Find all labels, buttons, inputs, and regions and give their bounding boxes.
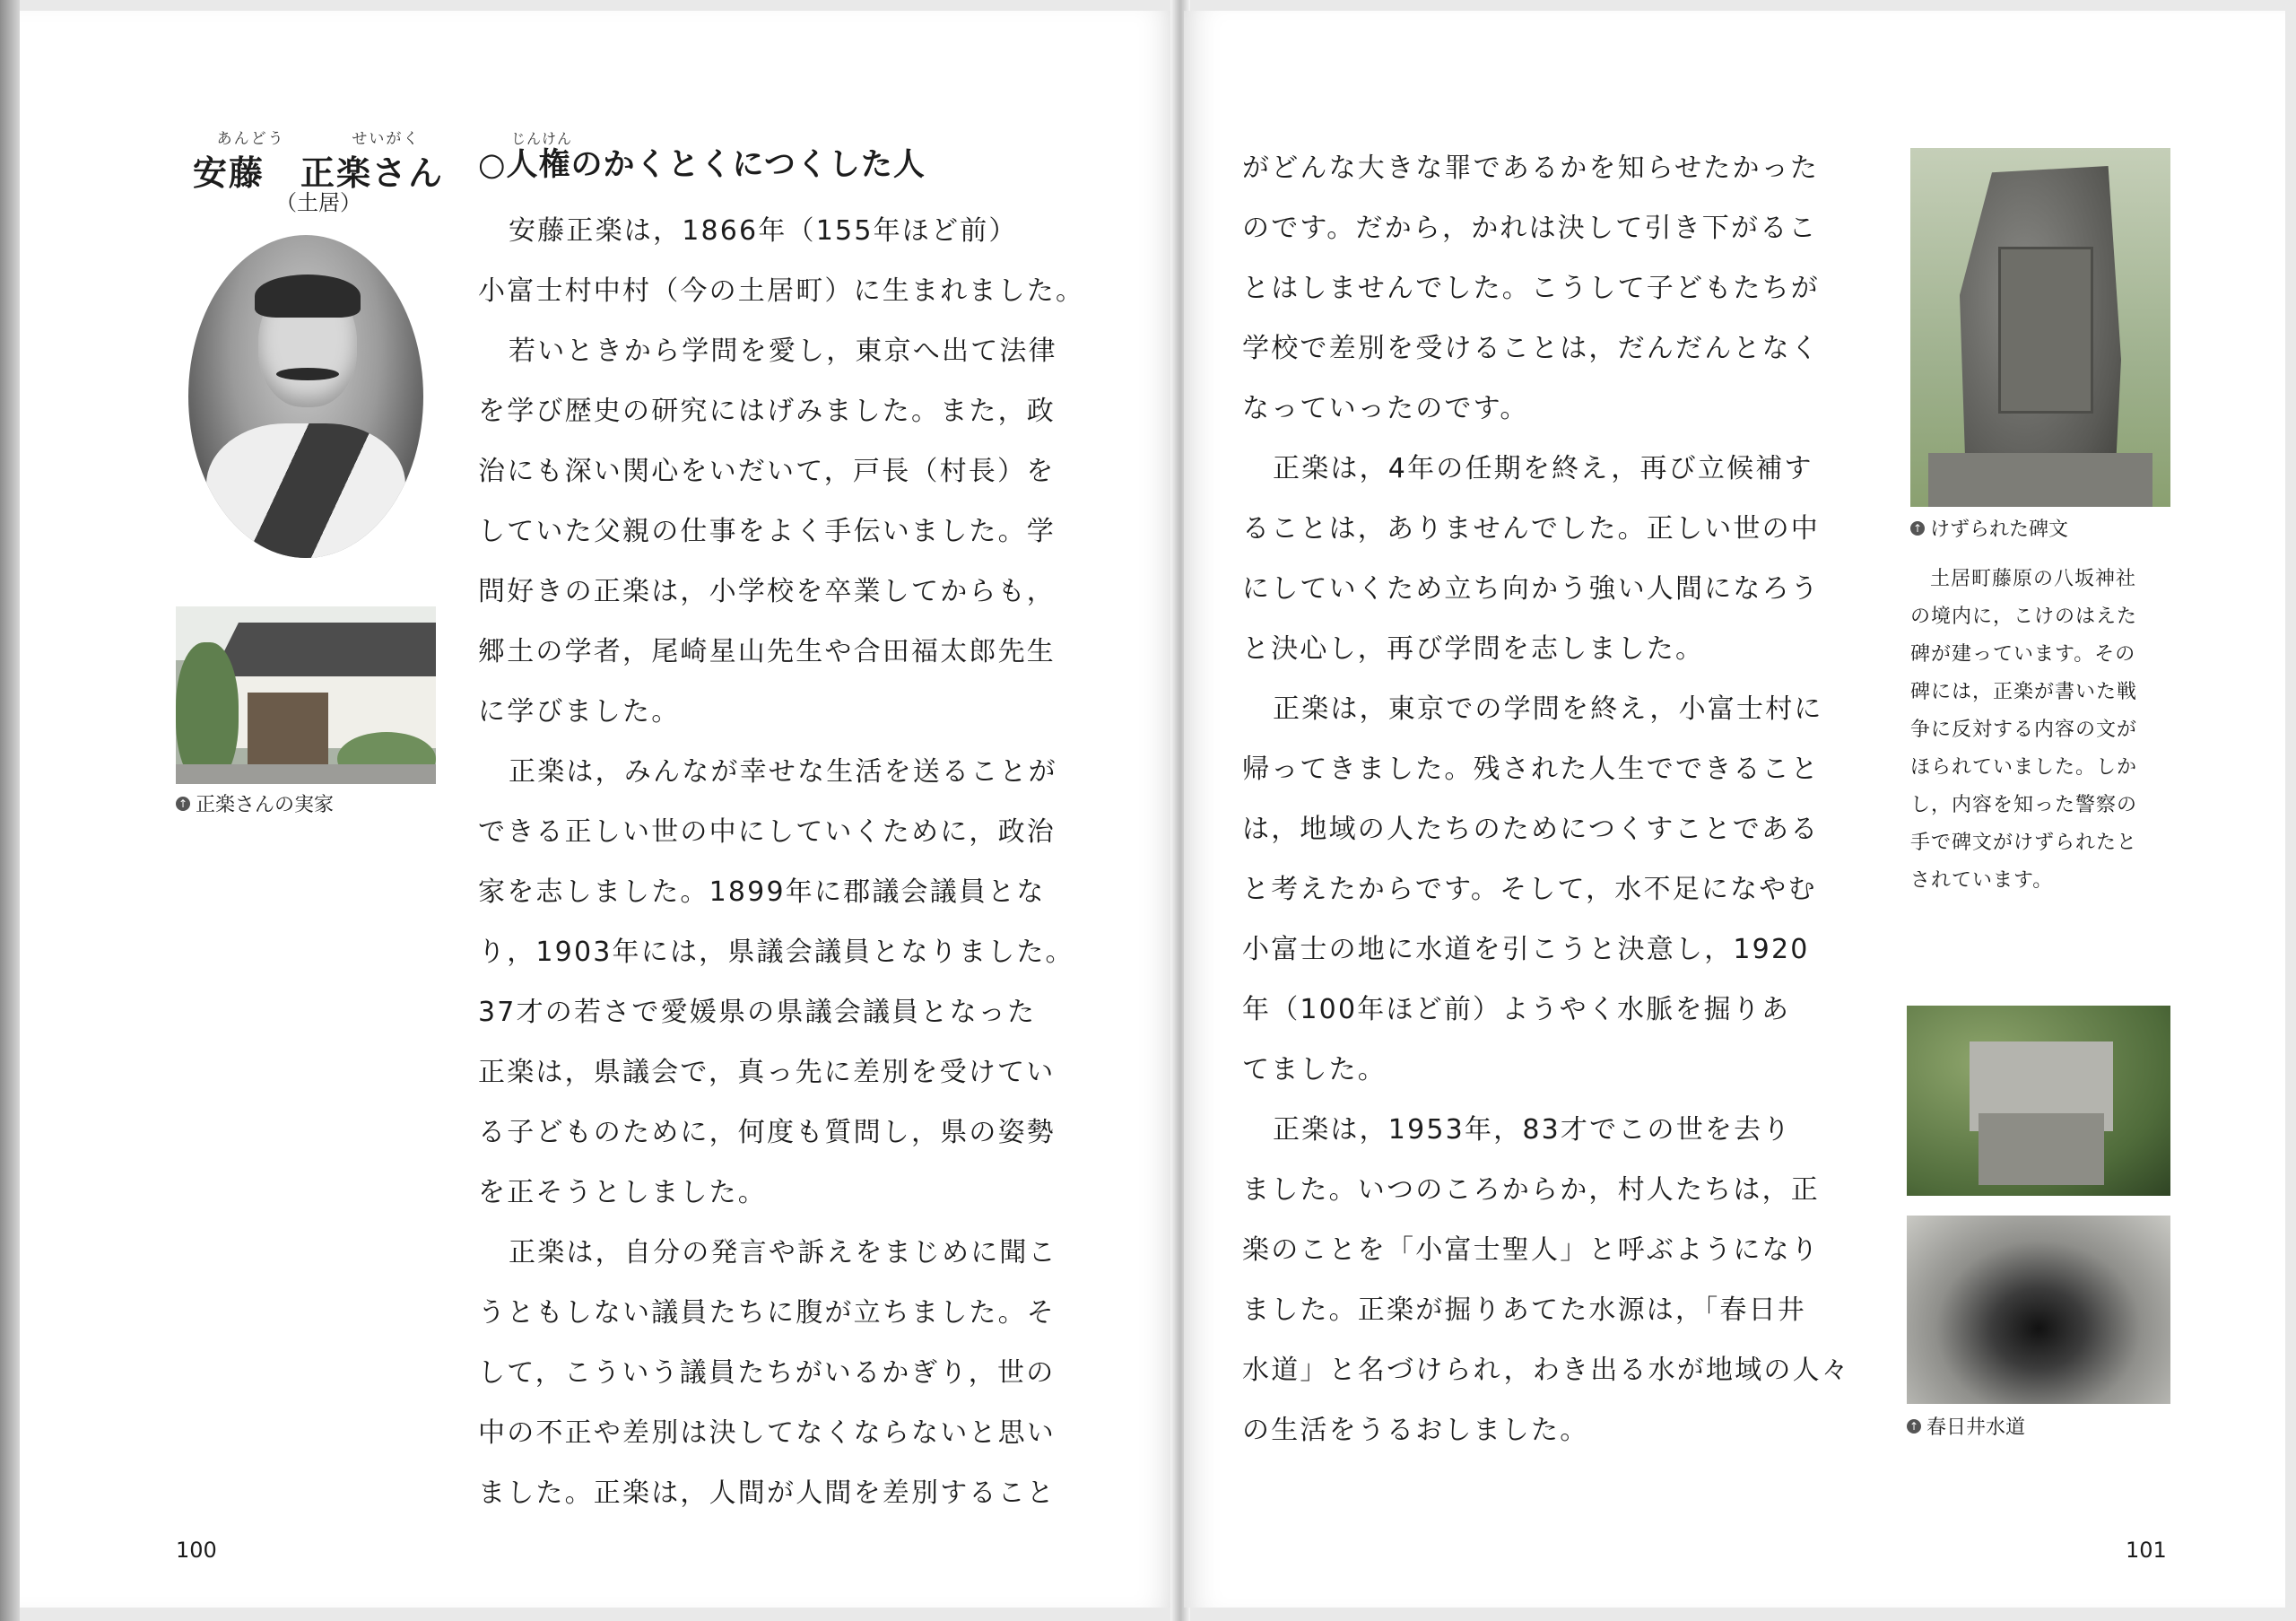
monument-description (1910, 561, 2179, 900)
up-arrow-circle-icon: ↑ (1910, 521, 1925, 536)
side-text-line: の境内に，こけのはえた (1910, 606, 2138, 628)
monument-photo (1910, 148, 2170, 507)
text-line: は，地域の人たちのためにつくすことである (1242, 814, 1820, 845)
text-line: と決心し，再び学問を志しました。 (1242, 633, 1705, 665)
page-number-left: 100 (176, 1538, 217, 1563)
up-arrow-circle-icon: ↑ (176, 797, 190, 811)
house-caption (176, 789, 334, 817)
side-text-line: 碑が建っています。その (1910, 643, 2136, 666)
left-body-text (478, 201, 1115, 1523)
section-heading: ○人権のかくとくにつくした人 (478, 147, 926, 183)
text-line: 正楽は，4年の任期を終え，再び立候補す (1273, 453, 1813, 484)
text-line: 若いときから学問を愛し，東京へ出て法律 (509, 336, 1057, 367)
text-line: とはしませんでした。こうして子どもたちが (1242, 273, 1820, 304)
text-line: と考えたからです。そして，水不足になやむ (1242, 874, 1817, 905)
side-text-line: 碑には，正楽が書いた戦 (1910, 681, 2138, 703)
text-line: を学び歴史の研究にはげみました。また，政 (478, 396, 1056, 427)
text-line: がどんな大きな罪であるかを知らせたかった (1242, 153, 1820, 184)
heading-ruby: じんけん (511, 130, 573, 147)
side-text-line: 手で碑文がけずられたと (1910, 832, 2138, 854)
text-line: ました。いつのころからか，村人たちは，正 (1242, 1174, 1820, 1206)
side-text-line: ほられていました。しか (1910, 756, 2138, 779)
text-line: 37才の若さで愛媛県の県議会議員となった (478, 997, 1037, 1028)
book-edge (0, 0, 20, 1621)
text-line: 正楽は，県議会で，真っ先に差別を受けてい (478, 1057, 1056, 1088)
text-line: ることは，ありませんでした。正しい世の中 (1242, 513, 1820, 545)
text-line: 水道」と名づけられ，わき出る水が地域の人々 (1242, 1355, 1850, 1386)
side-text-line: 争に反対する内容の文が (1910, 719, 2138, 741)
text-line: てました。 (1242, 1054, 1387, 1085)
text-line: ました。正楽は，人間が人間を差別すること (478, 1477, 1056, 1509)
text-line: 問好きの正楽は，小学校を卒業してからも， (478, 576, 1056, 607)
text-line: 治にも深い関心をいだいて，戸長（村長）を (478, 456, 1056, 487)
text-line: 正楽は，みんなが幸せな生活を送ることが (509, 756, 1057, 788)
person-name-ruby (184, 126, 453, 148)
text-line: の生活をうるおしました。 (1242, 1415, 1589, 1446)
text-line: 学校で差別を受けることは，だんだんとなく (1242, 333, 1820, 364)
text-line: のです。だから，かれは決して引き下がるこ (1242, 213, 1818, 244)
page-number-right: 101 (2126, 1538, 2167, 1563)
person-origin: （土居） (275, 190, 361, 215)
up-arrow-circle-icon: ↑ (1907, 1419, 1921, 1434)
text-line: うともしない議員たちに腹が立ちました。そ (478, 1297, 1056, 1329)
text-line: 安藤正楽は，1866年（155年ほど前） (509, 215, 1018, 247)
house-caption-text: 正楽さんの実家 (196, 794, 335, 816)
text-line: 正楽は，1953年，83才でこの世を去り (1273, 1114, 1792, 1146)
text-line: 中の不正や差別は決してなくならないと思い (478, 1417, 1056, 1449)
tunnel-photo (1907, 1216, 2170, 1404)
text-line: 楽のことを「小富士聖人」と呼ぶようになり (1242, 1234, 1820, 1266)
text-line: できる正しい世の中にしていくために，政治 (478, 816, 1056, 848)
side-text-line: し，内容を知った警察の (1910, 794, 2138, 816)
monument-caption (1910, 514, 2068, 542)
text-line: して，こういう議員たちがいるかぎり，世の (478, 1357, 1056, 1389)
well-photo (1907, 1006, 2170, 1196)
text-line: していた父親の仕事をよく手伝いました。学 (478, 516, 1056, 547)
portrait-photo (188, 235, 423, 558)
house-photo (176, 606, 436, 784)
text-line: ました。正楽が掘りあてた水源は，「春日井 (1242, 1294, 1806, 1326)
name-ruby-given: せいがく (352, 130, 421, 148)
text-line: を正そうとしました。 (478, 1177, 767, 1208)
text-line: 正楽は，自分の発言や訴えをまじめに聞こ (509, 1237, 1057, 1268)
text-line: にしていくため立ち向かう強い人間になろう (1242, 573, 1820, 605)
text-line: り，1903年には，県議会議員となりました。 (478, 937, 1074, 968)
text-line: 正楽は，東京での学問を終え，小富士村に (1273, 693, 1823, 725)
right-body-text (1242, 138, 1870, 1460)
side-text-line: 土居町藤原の八坂神社 (1930, 568, 2137, 590)
text-line: 年（100年ほど前）ようやく水脈を掘りあ (1242, 994, 1791, 1025)
text-line: 小富士村中村（今の土居町）に生まれました。 (478, 275, 1085, 307)
monument-caption-text: けずられた碑文 (1930, 519, 2069, 541)
text-line: 帰ってきました。残された人生でできること (1242, 754, 1820, 785)
well-caption-text: 春日井水道 (1926, 1416, 2026, 1439)
text-line: る子どものために，何度も質問し，県の姿勢 (478, 1117, 1056, 1148)
text-line: 家を志しました。1899年に郡議会議員とな (478, 876, 1046, 908)
text-line: 郷土の学者，尾崎星山先生や合田福太郎先生 (478, 636, 1056, 667)
well-caption (1907, 1412, 2025, 1440)
text-line: なっていったのです。 (1242, 393, 1529, 424)
text-line: に学びました。 (478, 696, 681, 728)
name-ruby-surname: あんどう (216, 130, 285, 148)
person-name: 安藤 正楽さん (192, 153, 444, 193)
text-line: 小富士の地に水道を引こうと決意し，1920 (1242, 934, 1810, 965)
side-text-line: されています。 (1910, 869, 2054, 892)
